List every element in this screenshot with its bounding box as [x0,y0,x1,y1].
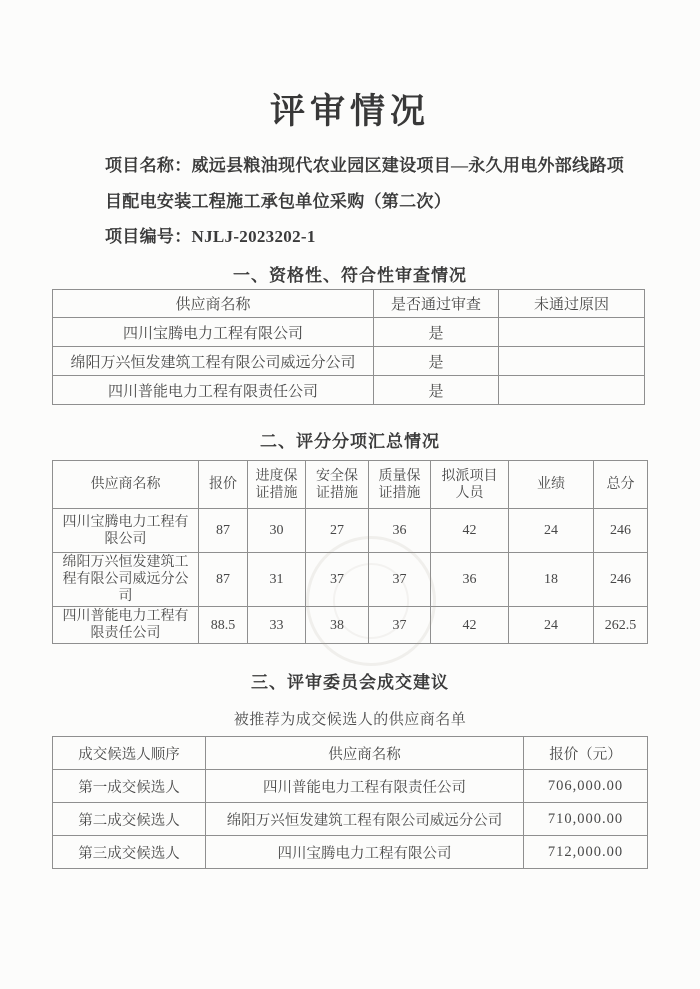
passed-cell: 是 [374,347,499,376]
table-header-row [53,737,648,770]
supplier-cell: 绵阳万兴恒发建筑工程有限公司威远分公司 [53,347,374,376]
score-cell: 24 [509,607,594,644]
supplier-cell: 四川普能电力工程有限责任公司 [206,770,524,803]
header-cell-candidate-order: 成交候选人顺序 [53,737,206,770]
project-name-line2: 目配电安装工程施工承包单位采购（第二次） [105,191,451,211]
qualification-review-table [52,289,645,405]
score-cell: 31 [248,553,306,607]
score-cell: 18 [509,553,594,607]
candidate-recommendation-table [52,736,648,869]
header-cell-price-yuan: 报价（元） [524,737,648,770]
table-row [53,318,645,347]
reason-cell [499,376,645,405]
table-row [53,803,648,836]
header-cell-performance: 业绩 [509,461,594,509]
candidate-order-cell: 第二成交候选人 [53,803,206,836]
supplier-cell: 四川宝腾电力工程有限公司 [206,836,524,869]
header-cell-supplier: 供应商名称 [53,461,199,509]
total-score-cell: 246 [594,553,648,607]
score-cell: 36 [369,509,431,553]
supplier-cell: 四川宝腾电力工程有限公司 [53,509,199,553]
candidate-order-cell: 第一成交候选人 [53,770,206,803]
score-cell: 37 [369,553,431,607]
price-cell: 710,000.00 [524,803,648,836]
score-cell: 88.5 [199,607,248,644]
score-cell: 27 [306,509,369,553]
candidate-list-subtitle: 被推荐为成交候选人的供应商名单 [233,712,467,728]
supplier-cell: 四川宝腾电力工程有限公司 [53,318,374,347]
table-row [53,376,645,405]
project-info-block [105,148,650,255]
score-cell: 87 [199,509,248,553]
price-cell: 706,000.00 [524,770,648,803]
supplier-cell: 绵阳万兴恒发建筑工程有限公司威远分公司 [206,803,524,836]
total-score-cell: 262.5 [594,607,648,644]
header-cell-personnel: 拟派项目人员 [431,461,509,509]
score-cell: 38 [306,607,369,644]
table-row [53,347,645,376]
score-cell: 42 [431,509,509,553]
score-cell: 37 [306,553,369,607]
score-cell: 37 [369,607,431,644]
total-score-cell: 246 [594,509,648,553]
score-cell: 24 [509,509,594,553]
table-header-row [53,461,648,509]
passed-cell: 是 [374,318,499,347]
passed-cell: 是 [374,376,499,405]
table-row [53,770,648,803]
section1-title: 一、资格性、符合性审查情况 [233,266,467,285]
header-cell-fail-reason: 未通过原因 [499,290,645,318]
score-cell: 30 [248,509,306,553]
header-cell-schedule: 进度保证措施 [248,461,306,509]
table-header-row [53,290,645,318]
header-cell-quality: 质量保证措施 [369,461,431,509]
section3-title: 三、评审委员会成交建议 [251,673,449,692]
document-title: 评审情况 [269,92,430,131]
header-cell-passed: 是否通过审查 [374,290,499,318]
reason-cell [499,318,645,347]
score-cell: 33 [248,607,306,644]
score-cell: 36 [431,553,509,607]
header-cell-price: 报价 [199,461,248,509]
supplier-cell: 四川普能电力工程有限责任公司 [53,607,199,644]
project-number-line: 项目编号：NJLJ-2023202-1 [105,227,316,246]
header-cell-total: 总分 [594,461,648,509]
score-cell: 42 [431,607,509,644]
header-cell-safety: 安全保证措施 [306,461,369,509]
table-row [53,836,648,869]
supplier-cell: 四川普能电力工程有限责任公司 [53,376,374,405]
price-cell: 712,000.00 [524,836,648,869]
score-cell: 87 [199,553,248,607]
supplier-cell: 绵阳万兴恒发建筑工程有限公司威远分公司 [53,553,199,607]
reason-cell [499,347,645,376]
header-cell-supplier: 供应商名称 [53,290,374,318]
project-name-line1: 项目名称：威远县粮油现代农业园区建设项目—永久用电外部线路项 [105,156,624,175]
candidate-order-cell: 第三成交候选人 [53,836,206,869]
section2-title: 二、评分分项汇总情况 [260,432,440,451]
header-cell-supplier: 供应商名称 [206,737,524,770]
